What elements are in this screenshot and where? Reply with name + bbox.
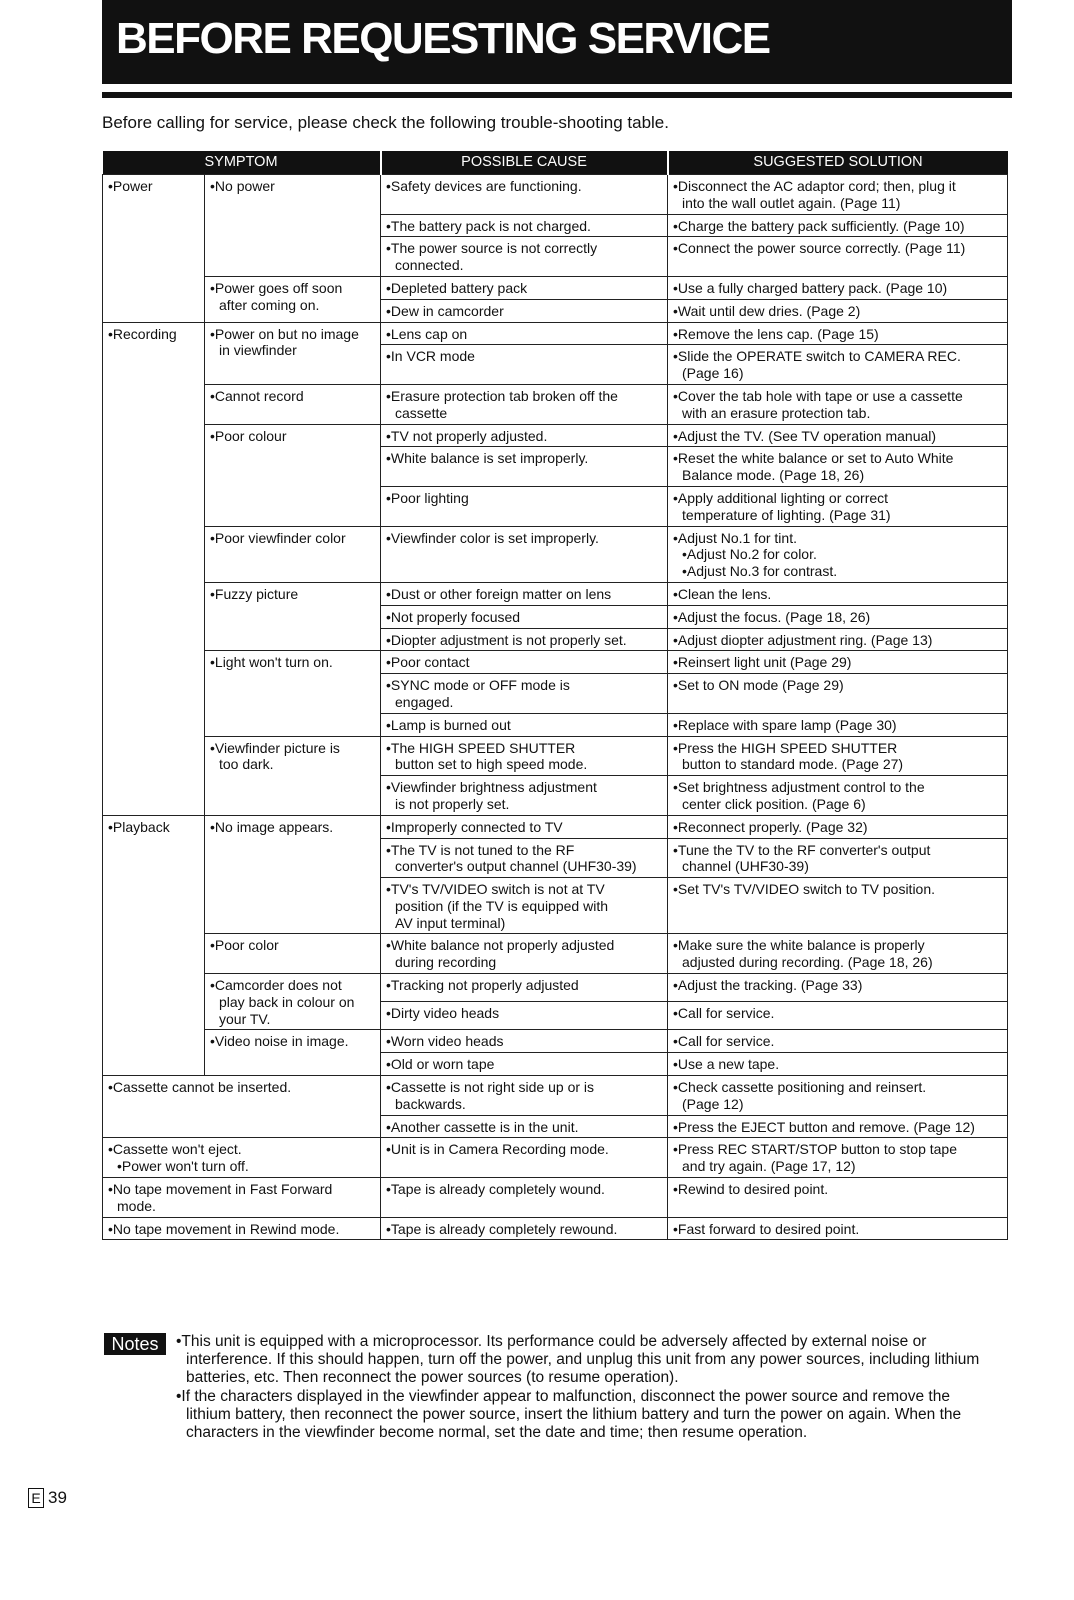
- table-row: [103, 651, 1008, 674]
- cause-text: •Another cassette is in the unit.: [386, 1118, 579, 1135]
- cause-cell: [381, 1030, 668, 1053]
- symptom-label: •No tape movement in Rewind mode.: [108, 1220, 340, 1237]
- cause-cell: [381, 934, 668, 974]
- table-row: [103, 1076, 1008, 1116]
- solution-text: •Use a new tape.: [673, 1056, 780, 1073]
- solution-text: •Call for service.: [673, 1005, 775, 1022]
- cause-text: •Viewfinder brightness adjustment is not properly set.: [386, 779, 597, 812]
- column-header: POSSIBLE CAUSE: [381, 151, 668, 175]
- solution-text: •Rewind to desired point.: [673, 1181, 829, 1198]
- cause-cell: [381, 1217, 668, 1240]
- solution-cell: [668, 628, 1008, 651]
- cause-cell: [381, 1178, 668, 1218]
- symptom-cell: [205, 651, 381, 736]
- symptom-cell: [205, 934, 381, 974]
- symptom-label: •No power: [210, 178, 275, 194]
- symptom-label: •Power on but no image in viewfinder: [210, 325, 359, 359]
- solution-cell: [668, 776, 1008, 816]
- table-body: [103, 175, 1008, 1240]
- cause-text: •TV not properly adjusted.: [386, 427, 548, 444]
- cause-cell: [381, 345, 668, 385]
- solution-cell: [668, 237, 1008, 277]
- cause-text: •Dew in camcorder: [386, 302, 504, 319]
- solution-text: •Adjust the focus. (Page 18, 26): [673, 608, 871, 625]
- solution-cell: [668, 299, 1008, 322]
- cause-cell: [381, 651, 668, 674]
- symptom-cell: [103, 1076, 381, 1138]
- cause-cell: [381, 713, 668, 736]
- solution-cell: [668, 934, 1008, 974]
- solution-text: •Adjust diopter adjustment ring. (Page 13): [673, 631, 933, 648]
- page-number: [28, 1488, 67, 1508]
- cause-cell: [381, 628, 668, 651]
- solution-text: •Press the HIGH SPEED SHUTTER button to standard mode. (Page 27): [673, 739, 904, 773]
- table-row: [103, 815, 1008, 838]
- column-header: SYMPTOM: [103, 151, 381, 175]
- solution-text: •Use a fully charged battery pack. (Page 10): [673, 279, 948, 296]
- cause-text: •Depleted battery pack: [386, 279, 528, 296]
- symptom-label: •No tape movement in Fast Forward mode.: [108, 1181, 333, 1214]
- solution-cell: [668, 322, 1008, 345]
- symptom-cell: [103, 1217, 381, 1240]
- cause-cell: [381, 776, 668, 816]
- cause-cell: [381, 214, 668, 237]
- cause-cell: [381, 674, 668, 714]
- symptom-cell: [205, 322, 381, 384]
- table-row: [103, 175, 1008, 215]
- solution-text: •Slide the OPERATE switch to CAMERA REC. (Page 16): [673, 348, 961, 382]
- cause-text: •SYNC mode or OFF mode is engaged.: [386, 677, 570, 710]
- cause-cell: [381, 838, 668, 878]
- cause-cell: [381, 175, 668, 215]
- solution-cell: [668, 384, 1008, 424]
- cause-text: •Dust or other foreign matter on lens: [386, 585, 612, 602]
- category-cell: [103, 322, 205, 815]
- cause-cell: [381, 1002, 668, 1030]
- solution-cell: [668, 345, 1008, 385]
- cause-cell: [381, 582, 668, 605]
- cause-text: •The TV is not tuned to the RF converter's output channel (UHF30-39): [386, 841, 637, 875]
- cause-cell: [381, 605, 668, 628]
- symptom-cell: [205, 276, 381, 322]
- solution-text: •Reset the white balance or set to Auto White Balance mode. (Page 18, 26): [673, 450, 954, 484]
- cause-text: •Tape is already completely rewound.: [386, 1220, 618, 1237]
- solution-text: •Set to ON mode (Page 29): [673, 677, 844, 694]
- cause-text: •TV's TV/VIDEO switch is not at TV position (if the TV is equipped with AV input terminal): [386, 881, 608, 931]
- table-row: [103, 974, 1008, 1002]
- symptom-cell: [103, 1138, 381, 1178]
- cause-text: •Old or worn tape: [386, 1056, 495, 1073]
- symptom-cell: [205, 526, 381, 582]
- cause-text: •Poor lighting: [386, 489, 469, 506]
- solution-cell: [668, 838, 1008, 878]
- solution-text: •Connect the power source correctly. (Page 11): [673, 240, 966, 257]
- cause-cell: [381, 815, 668, 838]
- note-item: •If the characters displayed in the viewfinder appear to malfunction, disconnect the power source and remove the lithium battery, then reconnect the power source, insert the lithium battery and turn the power on again. When the characters in the viewfinder become normal, set the date and time; then resume operation.: [176, 1388, 962, 1442]
- solution-text: •Press REC START/STOP button to stop tape and try again. (Page 17, 12): [673, 1141, 958, 1175]
- solution-cell: [668, 1053, 1008, 1076]
- category-label: •Recording: [108, 325, 177, 342]
- cause-text: •Unit is in Camera Recording mode.: [386, 1141, 609, 1158]
- cause-text: •Cassette is not right side up or is backwards.: [386, 1079, 595, 1112]
- solution-cell: [668, 651, 1008, 674]
- solution-text: •Adjust the tracking. (Page 33): [673, 977, 863, 994]
- cause-cell: [381, 447, 668, 487]
- cause-text: •Viewfinder color is set improperly.: [386, 529, 599, 546]
- page-title: BEFORE REQUESTING SERVICE: [116, 14, 770, 63]
- solution-text: •Wait until dew dries. (Page 2): [673, 302, 861, 319]
- cause-cell: [381, 424, 668, 447]
- solution-text: •Call for service.: [673, 1033, 775, 1050]
- category-label: •Playback: [108, 818, 170, 835]
- solution-cell: [668, 424, 1008, 447]
- table-row: [103, 276, 1008, 299]
- solution-text: •Adjust No.1 for tint. •Adjust No.2 for color. •Adjust No.3 for contrast.: [673, 529, 838, 580]
- solution-cell: [668, 1076, 1008, 1116]
- cause-cell: [381, 526, 668, 582]
- solution-cell: [668, 605, 1008, 628]
- cause-cell: [381, 1115, 668, 1138]
- solution-text: •Fast forward to desired point.: [673, 1220, 860, 1237]
- symptom-cell: [205, 175, 381, 277]
- table-row: [103, 1138, 1008, 1178]
- table-row: [103, 736, 1008, 776]
- cause-text: •Tracking not properly adjusted: [386, 977, 579, 994]
- cause-text: •Lens cap on: [386, 325, 468, 342]
- category-label: •Power: [108, 178, 153, 194]
- cause-cell: [381, 299, 668, 322]
- solution-text: •Charge the battery pack sufficiently. (Page 10): [673, 217, 965, 234]
- cause-text: •Worn video heads: [386, 1033, 504, 1050]
- symptom-label: •Cassette won't eject. •Power won't turn off.: [108, 1141, 249, 1175]
- solution-cell: [668, 736, 1008, 776]
- symptom-cell: [205, 974, 381, 1030]
- symptom-cell: [103, 1178, 381, 1218]
- symptom-label: •Light won't turn on.: [210, 654, 333, 671]
- solution-cell: [668, 974, 1008, 1002]
- category-cell: [103, 175, 205, 323]
- solution-cell: [668, 1217, 1008, 1240]
- cause-text: •White balance not properly adjusted during recording: [386, 937, 615, 971]
- solution-text: •Disconnect the AC adaptor cord; then, plug it into the wall outlet again. (Page 11): [673, 178, 956, 211]
- table-row: [103, 934, 1008, 974]
- page-number-value: 39: [48, 1488, 67, 1507]
- cause-text: •Dirty video heads: [386, 1005, 500, 1022]
- solution-cell: [668, 1115, 1008, 1138]
- title-banner: [102, 0, 1012, 84]
- solution-cell: [668, 674, 1008, 714]
- solution-cell: [668, 526, 1008, 582]
- title-rule: [102, 92, 1012, 98]
- solution-cell: [668, 1138, 1008, 1178]
- intro-text: Before calling for service, please check the following trouble-shooting table.: [102, 113, 669, 132]
- solution-text: •Make sure the white balance is properly adjusted during recording. (Page 18, 26): [673, 937, 933, 971]
- cause-cell: [381, 1053, 668, 1076]
- solution-text: •Check cassette positioning and reinsert. (Page 12): [673, 1079, 927, 1112]
- table-row: [103, 322, 1008, 345]
- symptom-label: •Camcorder does not play back in colour on your TV.: [210, 977, 355, 1027]
- symptom-label: •Cannot record: [210, 387, 304, 404]
- cause-text: •Lamp is burned out: [386, 716, 511, 733]
- symptom-label: •No image appears.: [210, 818, 334, 835]
- cause-text: •Erasure protection tab broken off the cassette: [386, 387, 618, 421]
- symptom-label: •Fuzzy picture: [210, 585, 299, 602]
- solution-text: •Reinsert light unit (Page 29): [673, 654, 852, 671]
- symptom-cell: [205, 384, 381, 424]
- solution-text: •Replace with spare lamp (Page 30): [673, 716, 897, 733]
- solution-text: •Clean the lens.: [673, 585, 772, 602]
- cause-cell: [381, 736, 668, 776]
- symptom-cell: [205, 1030, 381, 1076]
- table-row: [103, 582, 1008, 605]
- solution-cell: [668, 1002, 1008, 1030]
- table-row: [103, 1030, 1008, 1053]
- cause-text: •The HIGH SPEED SHUTTER button set to high speed mode.: [386, 739, 588, 773]
- solution-text: •Reconnect properly. (Page 32): [673, 818, 868, 835]
- cause-text: •Not properly focused: [386, 608, 521, 625]
- solution-cell: [668, 713, 1008, 736]
- table-row: [103, 1217, 1008, 1240]
- table-row: [103, 424, 1008, 447]
- solution-text: •Tune the TV to the RF converter's output channel (UHF30-39): [673, 841, 931, 875]
- solution-text: •Remove the lens cap. (Page 15): [673, 325, 879, 342]
- symptom-label: •Poor colour: [210, 427, 287, 444]
- notes-badge: Notes: [104, 1333, 166, 1355]
- notes-section: [176, 1333, 996, 1444]
- solution-cell: [668, 276, 1008, 299]
- cause-cell: [381, 878, 668, 934]
- cause-text: •Safety devices are functioning.: [386, 178, 582, 194]
- category-cell: [103, 815, 205, 1075]
- solution-text: •Set brightness adjustment control to the center click position. (Page 6): [673, 779, 925, 812]
- cause-cell: [381, 974, 668, 1002]
- solution-cell: [668, 175, 1008, 215]
- solution-text: •Adjust the TV. (See TV operation manual): [673, 427, 937, 444]
- table-row: [103, 384, 1008, 424]
- cause-cell: [381, 1076, 668, 1116]
- cause-text: •Diopter adjustment is not properly set.: [386, 631, 627, 648]
- cause-text: •The power source is not correctly connected.: [386, 240, 598, 274]
- symptom-label: •Poor color: [210, 937, 279, 954]
- solution-cell: [668, 486, 1008, 526]
- symptom-label: •Video noise in image.: [210, 1033, 349, 1050]
- language-box: E: [28, 1488, 44, 1508]
- cause-text: •Poor contact: [386, 654, 470, 671]
- solution-cell: [668, 214, 1008, 237]
- cause-text: •In VCR mode: [386, 348, 475, 365]
- cause-cell: [381, 486, 668, 526]
- symptom-label: •Power goes off soon after coming on.: [210, 279, 343, 313]
- symptom-cell: [205, 736, 381, 815]
- symptom-label: •Viewfinder picture is too dark.: [210, 739, 340, 773]
- solution-cell: [668, 447, 1008, 487]
- cause-cell: [381, 276, 668, 299]
- cause-text: •Improperly connected to TV: [386, 818, 563, 835]
- cause-text: •Tape is already completely wound.: [386, 1181, 605, 1198]
- solution-text: •Apply additional lighting or correct temperature of lighting. (Page 31): [673, 489, 891, 523]
- note-item: •This unit is equipped with a microprocessor. Its performance could be adversely affected by external noise or interference. If this should happen, turn off the power, and unplug this unit from any power sources, including lithium batteries, etc. Then reconnect the power sources (to resume operation).: [176, 1333, 980, 1386]
- table-header-row: [103, 151, 1008, 175]
- solution-cell: [668, 582, 1008, 605]
- solution-text: •Set TV's TV/VIDEO switch to TV position.: [673, 881, 936, 898]
- symptom-cell: [205, 424, 381, 526]
- symptom-label: •Cassette cannot be inserted.: [108, 1079, 292, 1096]
- table-row: [103, 526, 1008, 582]
- troubleshooting-table: [102, 151, 1008, 1240]
- solution-text: •Press the EJECT button and remove. (Page 12): [673, 1118, 975, 1135]
- cause-cell: [381, 1138, 668, 1178]
- solution-cell: [668, 815, 1008, 838]
- symptom-cell: [205, 815, 381, 934]
- cause-cell: [381, 237, 668, 277]
- column-header: SUGGESTED SOLUTION: [668, 151, 1008, 175]
- cause-text: •White balance is set improperly.: [386, 450, 589, 467]
- table-row: [103, 1178, 1008, 1218]
- cause-cell: [381, 322, 668, 345]
- cause-cell: [381, 384, 668, 424]
- solution-cell: [668, 1178, 1008, 1218]
- symptom-label: •Poor viewfinder color: [210, 529, 346, 546]
- symptom-cell: [205, 582, 381, 650]
- cause-text: •The battery pack is not charged.: [386, 217, 591, 234]
- solution-text: •Cover the tab hole with tape or use a cassette with an erasure protection tab.: [673, 387, 963, 421]
- solution-cell: [668, 1030, 1008, 1053]
- solution-cell: [668, 878, 1008, 934]
